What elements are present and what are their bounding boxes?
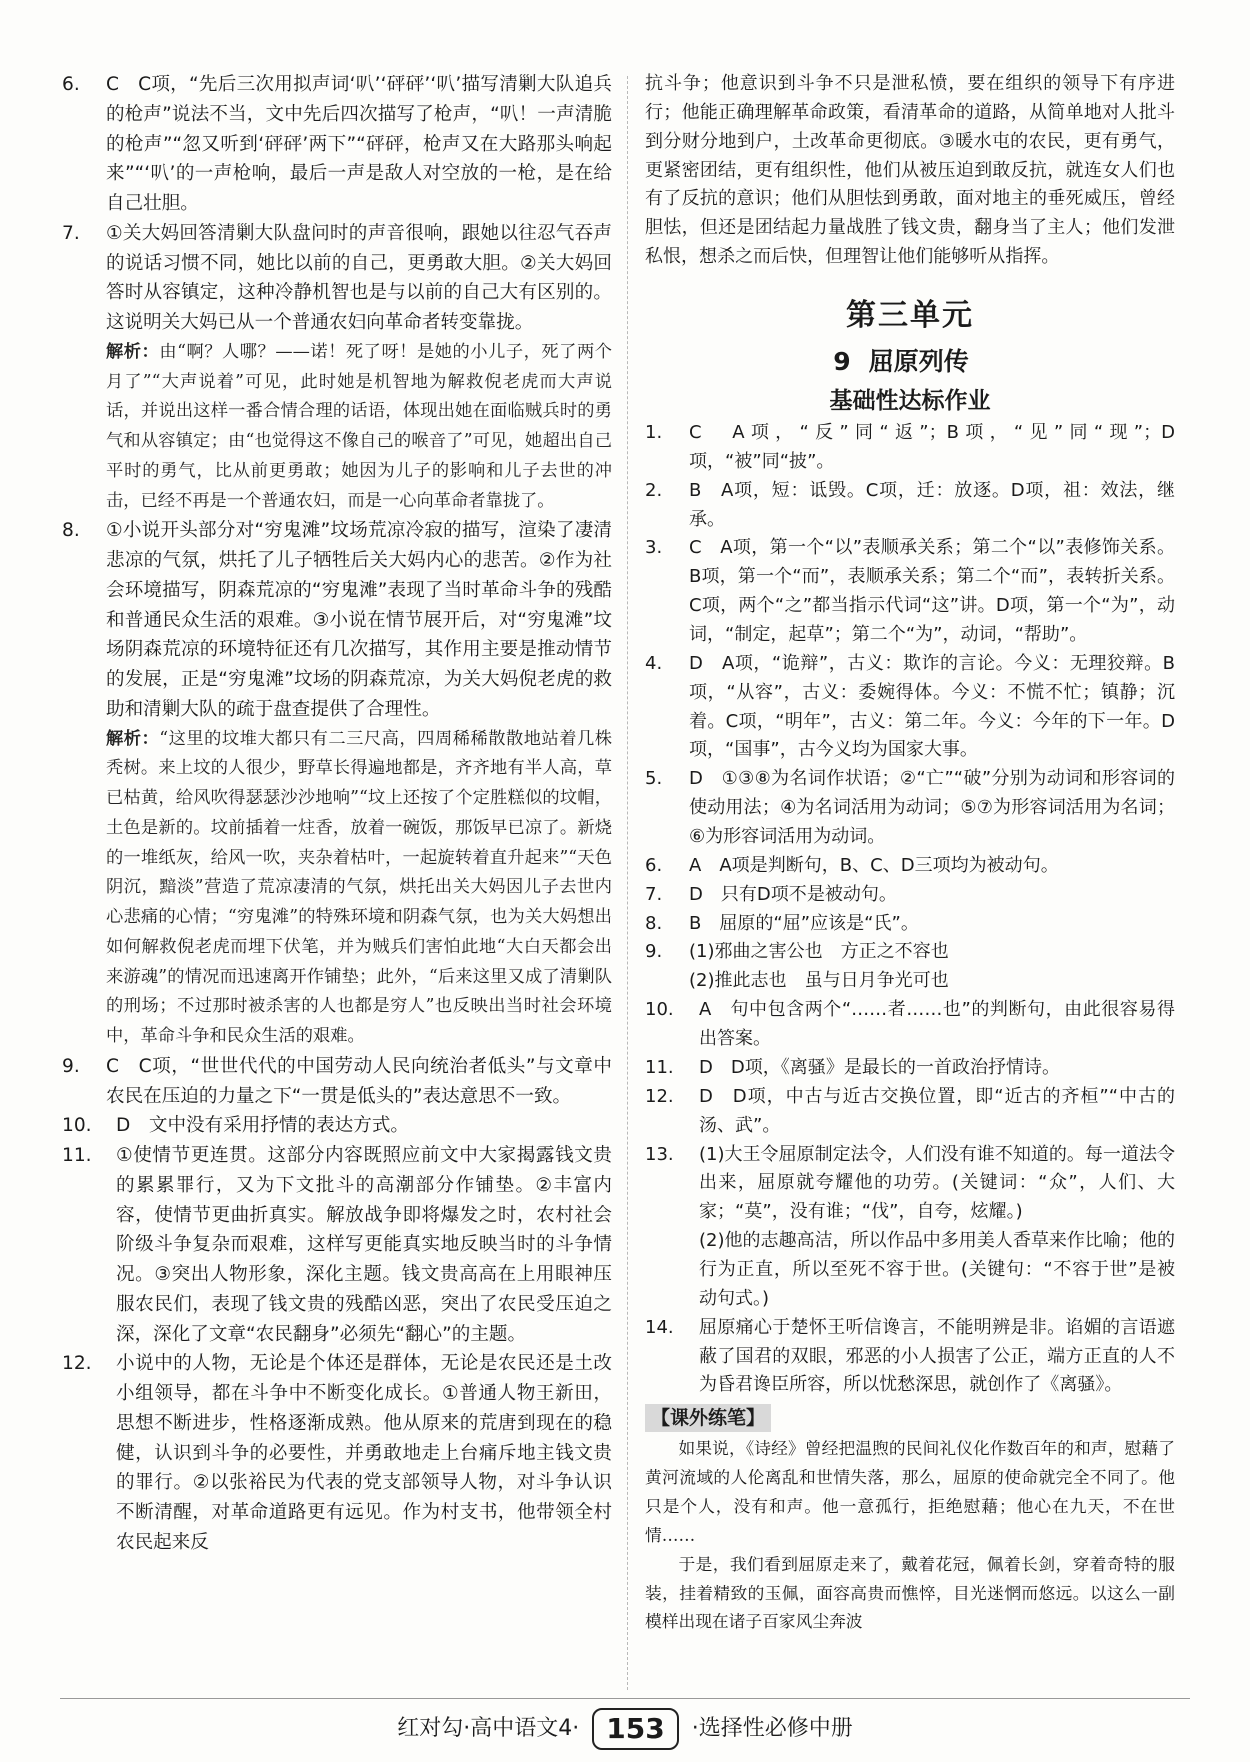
answer-item [645,477,1175,535]
answer-number: 4. [645,652,663,674]
answer-item [645,1054,1175,1083]
unit-title: 第三单元 [846,298,974,334]
answer-number: 7. [62,222,80,244]
answer-number: 11. [645,1056,674,1078]
answer-number: 7. [645,883,663,905]
answer-number: 11. [62,1145,92,1166]
answer-item [645,910,1175,939]
answer-number: 5. [645,768,663,790]
extra-writing-label: 【课外练笔】 [645,1404,771,1432]
answer-text: B A项，短：诋毁。C项，迁：放逐。D项，祖：效法，继承。 [689,479,1175,530]
answer-number: 9. [62,1055,80,1077]
answer-item [645,650,1175,765]
answer-text: (1)大王令屈原制定法令，人们没有谁不知道的。每一道法令出来，屈原就夸耀他的功劳。(关键词：“众”，人们、大家；“莫”，没有谁；“伐”，自夸，炫耀。) [699,1143,1175,1223]
answer-text: A A项是判断句，B、C、D三项均为被动句。 [689,854,1059,876]
answer-number: 12. [62,1353,92,1375]
footer-brand: 红对勾·高中语文4· [397,1716,580,1741]
answer-number: 8. [62,520,80,542]
answer-item [62,1141,612,1349]
answer-number: 13. [645,1143,674,1165]
answer-text: ①使情节更连贯。这部分内容既照应前文中大家揭露钱文贵的累累罪行，又为下文批斗的高潮部分作铺垫。②丰富内容，使情节更曲折真实。解放战争即将爆发之时，农村社会阶级斗争复杂而艰难，这样写更能真实地反映当时的斗争情况。③突出人物形象，深化主题。钱文贵高高在上用眼神压服农民们，表现了钱文贵的残酷凶恶，突出了农民受压迫之深，深化了文章“农民翻身”必须先“翻心”的主题。 [116,1145,612,1345]
footer-rule [60,1698,1190,1699]
answer-text: A 句中包含两个“……者……也”的判断句，由此很容易得出答案。 [699,999,1175,1050]
answer-text: D ①③⑧为名词作状语；②“亡”“破”分别为动词和形容词的使动用法；④为名词活用为动词；⑤⑦为形容词活用为名词；⑥为形容词活用为动词。 [689,768,1175,848]
answer-item [62,1052,612,1112]
answer-number: 2. [645,479,663,501]
footer-volume: ·选择性必修中册 [691,1716,853,1741]
answer-number: 6. [62,74,80,95]
answer-item [645,765,1175,852]
answer-number: 14. [645,1316,674,1338]
answer-text: C A项，“反”同“返”；B项，“见”同“现”；D项，“被”同“披”。 [689,422,1175,472]
answer-item [62,1111,612,1141]
lesson-number: 9 [833,347,851,377]
left-column [62,70,612,1558]
analysis-note [106,338,612,517]
answer-number: 8. [645,912,663,934]
answer-item [645,1083,1175,1141]
extra-paragraph-1: 如果说，《诗经》曾经把温煦的民间礼仪化作数百年的和声，慰藉了黄河流域的人伦离乱和世情失落，那么，屈原的使命就完全不同了。他只是个人，没有和声。他一意孤行，拒绝慰藉；他心在九天，不在世情…… [645,1438,1175,1545]
answer-text: B 屈原的“屈”应该是“氏”。 [689,912,919,934]
answer-text: 屈原痛心于楚怀王听信谗言，不能明辨是非。谄媚的言语遮蔽了国君的双眼，邪恶的小人损害了公正，端方正直的人不为昏君谗臣所容，所以忧愁深思，就创作了《离骚》。 [699,1316,1175,1396]
analysis-text: “这里的坟堆大都只有二三尺高，四周稀稀散散地站着几株秃树。来上坟的人很少，野草长得遍地都是，齐齐地有半人高，草已枯黄，给风吹得瑟瑟沙沙地响”“坟上还按了个定胜糕似的坟帽，土色是新的。坟前插着一炷香，放着一碗饭，那饭早已凉了。新烧的一堆纸灰，给风一吹，夹杂着枯叶，一起旋转着直升起来”“天色阴沉，黯淡”营造了荒凉凄清的气氛，烘托出关大妈因儿子去世内心悲痛的心情；“穷鬼滩”的特殊环境和阴森气氛，也为关大妈想出如何解救倪老虎而埋下伏笔，并为贼兵们害怕此地“大白天都会出来游魂”的情况而迅速离开作铺垫；此外，“后来这里又成了清剿队的刑场；不过那时被杀害的人也都是穷人”也反映出当时社会环境中，革命斗争和民众生活的艰难。 [106,728,612,1046]
answer-text: C C项，“世世代代的中国劳动人民向统治者低头”与文章中农民在压迫的力量之下“一贯是低头的”表达意思不一致。 [106,1055,612,1107]
answer-item [645,881,1175,910]
answer-item [645,1314,1175,1401]
page-number: 153 [592,1708,678,1750]
answer-item [62,219,612,517]
answer-number: 6. [645,854,663,876]
answer-item [62,70,612,219]
answer-item [645,534,1175,649]
analysis-label: 解析： [106,341,160,362]
answer-item [645,938,1175,996]
answer-text: ①关大妈回答清剿大队盘问时的声音很响，跟她以往忍气吞声的说话习惯不同，她比以前的自己，更勇敢大胆。②关大妈回答时从容镇定，这种冷静机智也是与以前的自己大有区别的。这说明关大妈已从一个普通农妇向革命者转变靠拢。 [106,222,612,333]
answer-number: 1. [645,422,663,444]
answer-item [62,1349,612,1557]
answer-number: 10. [62,1115,92,1137]
right-column [645,70,1175,1636]
page-footer [0,1708,1250,1750]
analysis-note [106,725,612,1052]
answer-text: D 只有D项不是被动句。 [689,883,897,905]
answer-number: 10. [645,999,674,1021]
answer-number: 9. [645,941,663,963]
continued-answer-12: 抗斗争；他意识到斗争不只是泄私愤，要在组织的领导下有序进行；他能正确理解革命政策，看清革命的道路，从简单地对人批斗到分财分地到户，土改革命更彻底。③暖水屯的农民，更有勇气，更紧密团结，更有组织性，他们从被压迫到敢反抗，就连女人们也有了反抗的意识；他们从胆怯到勇敢，面对地主的垂死威压，曾经胆怯，但还是团结起力量战胜了钱文贵，翻身当了主人；他们发泄私恨，想杀之而后快，但理智让他们能够听从指挥。 [645,73,1175,268]
lesson-heading [645,342,1175,378]
answer-text: (1)邪曲之害公也 方正之不容也 [689,941,949,963]
extra-paragraph-2: 于是，我们看到屈原走来了，戴着花冠，佩着长剑，穿着奇特的服装，挂着精致的玉佩，面容高贵而憔悴，目光迷惘而悠远。以这么一副模样出现在诸子百家风尘奔波 [645,1553,1175,1632]
answer-subpart: (2)推此志也 虽与日月争光可也 [689,970,949,992]
answer-item [645,996,1175,1054]
answer-number: 3. [645,537,663,559]
answer-text: C C项，“先后三次用拟声词‘叭’‘砰砰’‘叭’描写清剿大队追兵的枪声”说法不当，文中先后四次描写了枪声，“叭！一声清脆的枪声”“忽又听到‘砰砰’两下”“砰砰，枪声又在大路那头响起来”“‘叭’的一声枪响，最后一声是敌人对空放的一枪，是在给自己壮胆。 [106,74,612,214]
analysis-text: 由“啊？人哪？——诺！死了呀！是她的小儿子，死了两个月了”“大声说着”可见，此时她是机智地为解救倪老虎而大声说话，并说出这样一番合情合理的话语，体现出她在面临贼兵时的勇气和从容镇定；由“也觉得这不像自己的喉音了”可见，她超出自己平时的勇气，比从前更勇敢；她因为儿子的影响和儿子去世的冲击，已经不再是一个普通农妇，而是一心向革命者靠拢了。 [106,341,612,511]
answer-item [645,419,1175,477]
section-title: 基础性达标作业 [829,388,991,415]
answer-text: ①小说开头部分对“穷鬼滩”坟场荒凉冷寂的描写，渲染了凄清悲凉的气氛，烘托了儿子牺牲后关大妈内心的悲苦。②作为社会环境描写，阴森荒凉的“穷鬼滩”表现了当时革命斗争的残酷和普通民众生活的艰难。③小说在情节展开后，对“穷鬼滩”坟场阴森荒凉的环境特征还有几次描写，其作用主要是推动情节的发展，正是“穷鬼滩”坟场的阴森荒凉，为关大妈倪老虎的救助和清剿大队的疏于盘查提供了合理性。 [106,520,612,720]
answer-text: D D项，《离骚》是最长的一首政治抒情诗。 [699,1056,1061,1078]
answer-item [645,1141,1175,1314]
answer-text: D A项，“诡辩”，古义：欺诈的言论。今义：无理狡辩。B项，“从容”，古义：委婉得体。今义：不慌不忙；镇静；沉着。C项，“明年”，古义：第二年。今义：今年的下一年。D项，“国事”，古今义均为国家大事。 [689,652,1175,761]
answer-item [62,516,612,1052]
analysis-label: 解析： [106,728,160,749]
answer-item [645,852,1175,881]
answer-text: D 文中没有采用抒情的表达方式。 [116,1115,409,1137]
column-divider [627,76,628,1690]
answer-text: 小说中的人物，无论是个体还是群体，无论是农民还是土改小组领导，都在斗争中不断变化成长。①普通人物王新田，思想不断进步，性格逐渐成熟。他从原来的荒唐到现在的稳健，认识到斗争的必要性，并勇敢地走上台痛斥地主钱文贵的罪行。②以张裕民为代表的党支部领导人物，对斗争认识不断清醒，对革命道路更有远见。作为村支书，他带领全村农民起来反 [116,1353,612,1553]
answer-subpart: (2)他的志趣高洁，所以作品中多用美人香草来作比喻；他的行为正直，所以至死不容于世。(关键句：“不容于世”是被动句式。) [699,1230,1175,1309]
answer-text: D D项，中古与近古交换位置，即“近古的齐桓”“中古的汤、武”。 [699,1085,1175,1136]
answer-text: C A项，第一个“以”表顺承关系；第二个“以”表修饰关系。B项，第一个“而”，表顺承关系；第二个“而”，表转折关系。C项，两个“之”都当指示代词“这”讲。D项，第一个“为”，动词，“制定，起草”；第二个“为”，动词，“帮助”。 [689,537,1175,646]
right-answer-list [645,419,1175,1400]
lesson-title: 屈原列传 [868,347,969,377]
answer-number: 12. [645,1085,674,1107]
